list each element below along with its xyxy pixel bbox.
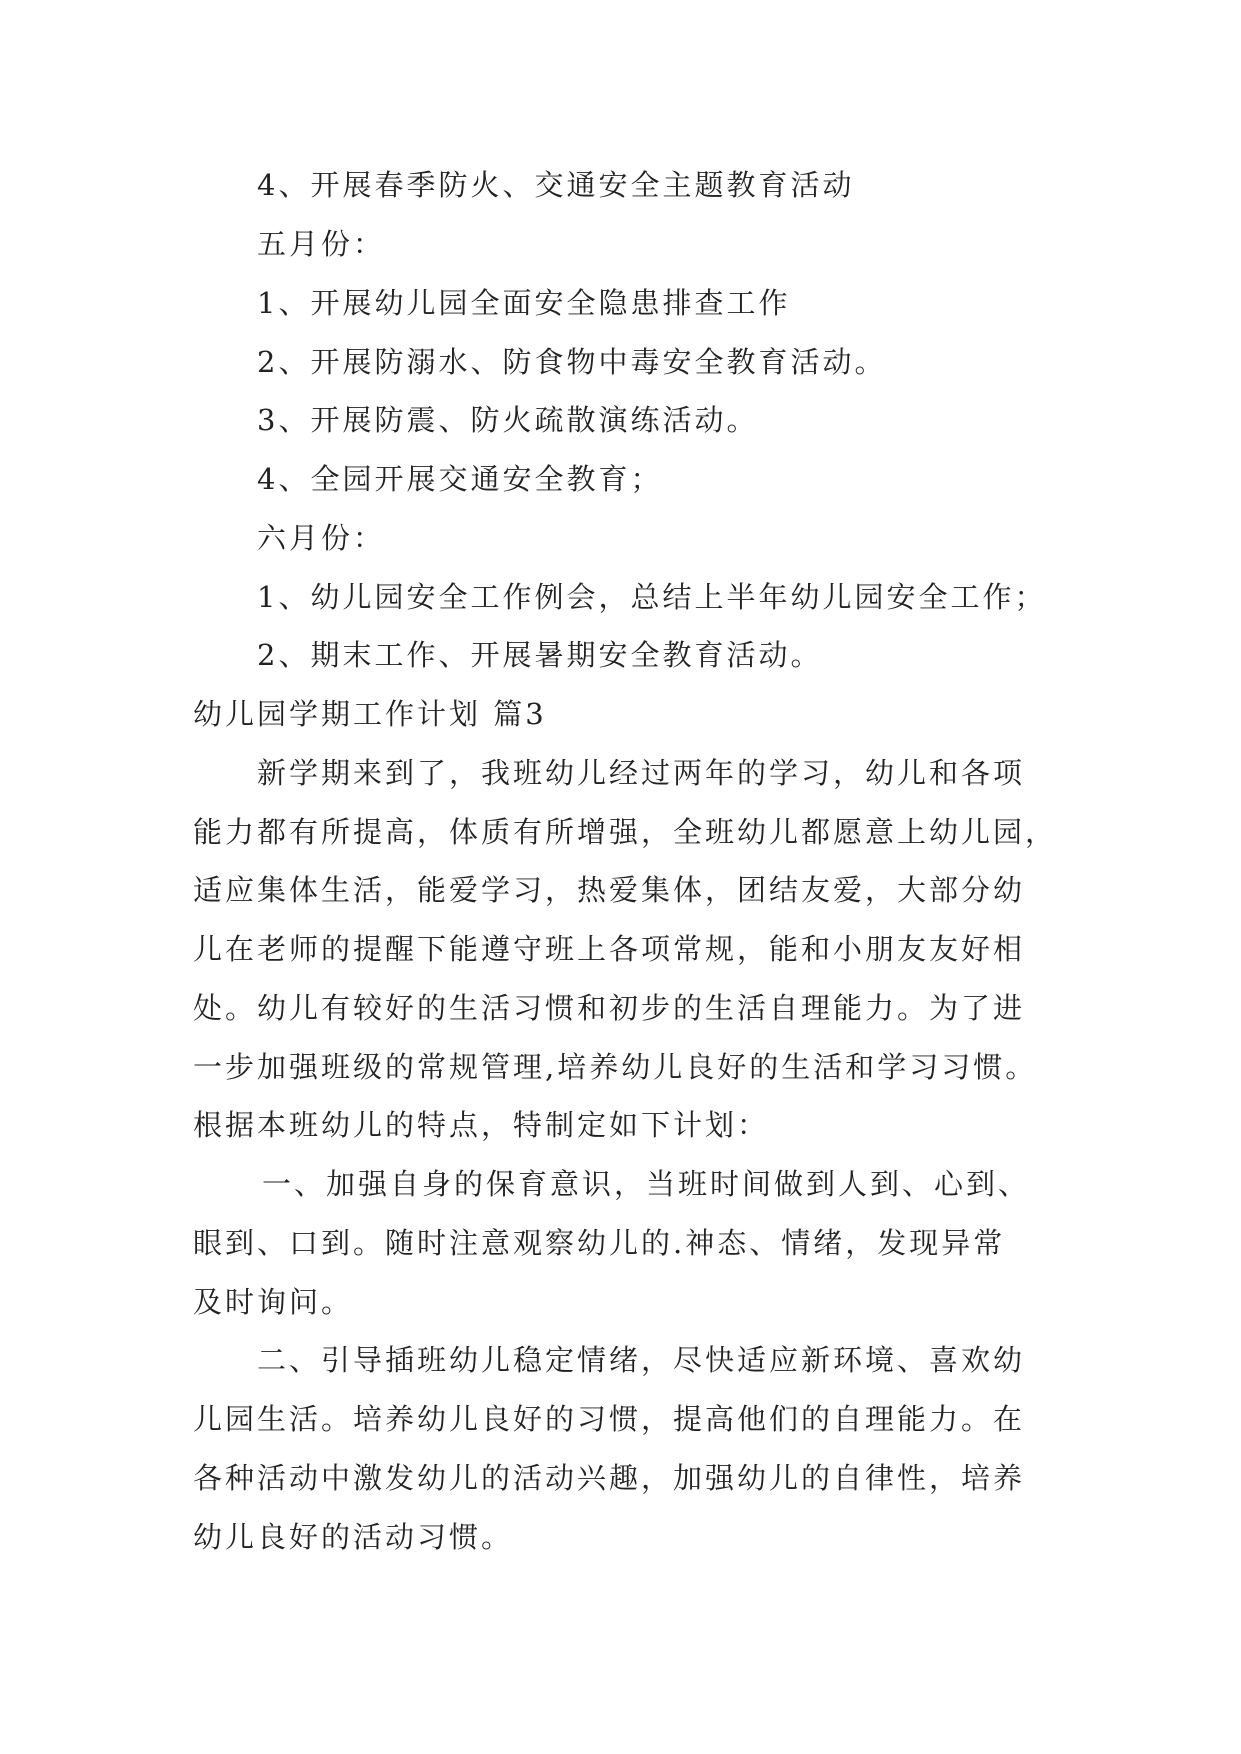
list-item: 2、开展防溺水、防食物中毒安全教育活动。 — [257, 345, 887, 379]
paragraph-line: 能力都有所提高，体质有所增强，全班幼儿都愿意上幼儿园， — [193, 815, 1058, 849]
paragraph-line: 一、加强自身的保育意识，当班时间做到人到、心到、 — [262, 1167, 1031, 1201]
paragraph-line: 处。幼儿有较好的生活习惯和初步的生活自理能力。为了进 — [193, 991, 1026, 1025]
paragraph-line: 幼儿良好的活动习惯。 — [193, 1520, 514, 1554]
list-item: 3、开展防震、防火疏散演练活动。 — [257, 403, 759, 437]
paragraph-line: 一步加强班级的常规管理,培养幼儿良好的生活和学习习惯。 — [193, 1050, 1038, 1084]
paragraph-line: 眼到、口到。随时注意观察幼儿的.神态、情绪，发现异常 — [193, 1226, 1006, 1260]
paragraph-line: 新学期来到了，我班幼儿经过两年的学习，幼儿和各项 — [257, 756, 1026, 790]
paragraph-line: 根据本班幼儿的特点，特制定如下计划： — [193, 1108, 770, 1142]
list-item: 1、幼儿园安全工作例会，总结上半年幼儿园安全工作； — [257, 580, 1047, 614]
list-item: 2、期末工作、开展暑期安全教育活动。 — [257, 638, 823, 672]
list-item: 1、开展幼儿园全面安全隐患排查工作 — [257, 286, 791, 320]
paragraph-line: 适应集体生活，能爱学习，热爱集体，团结友爱，大部分幼 — [193, 873, 1026, 907]
paragraph-line: 儿在老师的提醒下能遵守班上各项常规，能和小朋友友好相 — [193, 932, 1026, 966]
paragraph-line: 及时询问。 — [193, 1285, 354, 1319]
month-heading-june: 六月份： — [257, 521, 386, 555]
paragraph-line: 二、引导插班幼儿稳定情绪，尽快适应新环境、喜欢幼 — [257, 1343, 1026, 1377]
paragraph-line: 各种活动中激发幼儿的活动兴趣，加强幼儿的自律性，培养 — [193, 1461, 1026, 1495]
list-item: 4、开展春季防火、交通安全主题教育活动 — [257, 168, 855, 202]
list-item: 4、全园开展交通安全教育； — [257, 462, 663, 496]
month-heading-may: 五月份： — [257, 227, 386, 261]
section-title: 幼儿园学期工作计划 篇3 — [193, 697, 547, 731]
paragraph-line: 儿园生活。培养幼儿良好的习惯，提高他们的自理能力。在 — [193, 1402, 1026, 1436]
